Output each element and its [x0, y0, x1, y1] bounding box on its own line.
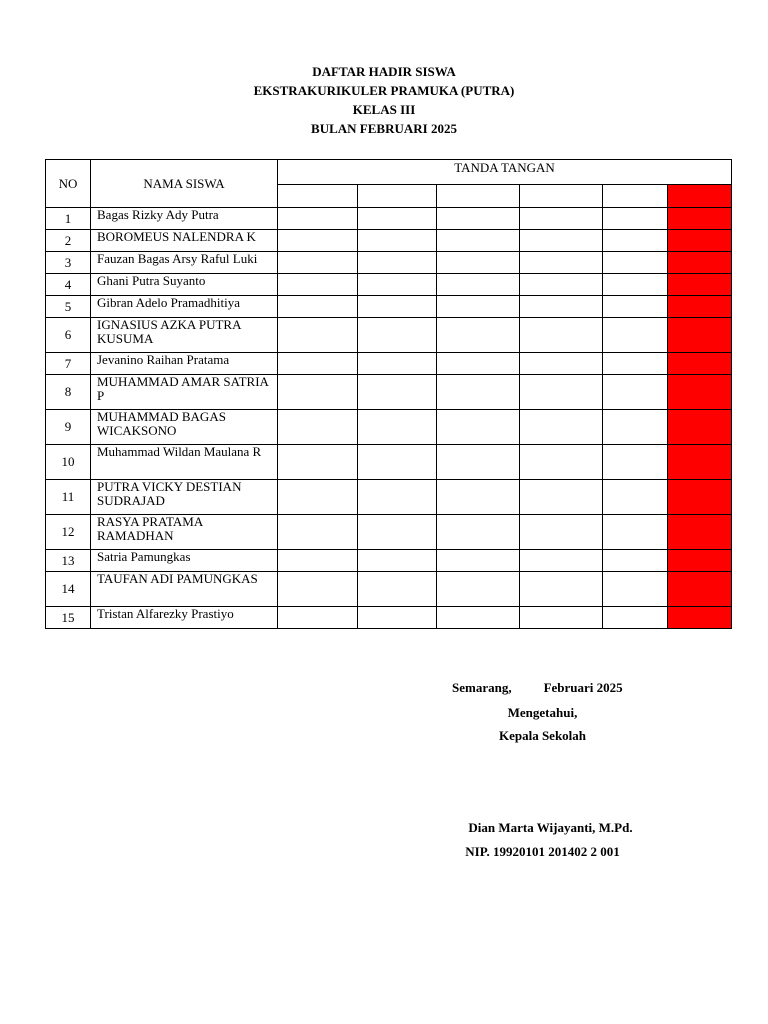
place: Semarang, [452, 680, 512, 695]
signature-cell [358, 375, 437, 410]
student-name: BOROMEUS NALENDRA K [91, 230, 278, 252]
signature-cell [603, 208, 668, 230]
table-row [46, 318, 732, 353]
table-row [46, 296, 732, 318]
table-row [46, 353, 732, 375]
signature-cell [437, 252, 520, 274]
signature-cell [358, 550, 437, 572]
signature-cell [278, 318, 358, 353]
signature-cell [278, 410, 358, 445]
signature-cell [520, 252, 603, 274]
signature-cell [437, 410, 520, 445]
row-number: 11 [46, 480, 91, 515]
signature-cell [278, 252, 358, 274]
signature-cell [358, 607, 437, 629]
student-name: Jevanino Raihan Pratama [91, 353, 278, 375]
row-number: 6 [46, 318, 91, 353]
signature-cell [520, 410, 603, 445]
row-number: 1 [46, 208, 91, 230]
signature-cell [603, 410, 668, 445]
table-row [46, 230, 732, 252]
signature-cell [358, 410, 437, 445]
row-number: 14 [46, 572, 91, 607]
signature-subheader-cell [278, 185, 358, 208]
row-number: 3 [46, 252, 91, 274]
table-row [46, 572, 732, 607]
signature-cell [520, 230, 603, 252]
signature-cell [437, 445, 520, 480]
table-row [46, 274, 732, 296]
signature-cell [437, 353, 520, 375]
table-row [46, 515, 732, 550]
signature-cell [603, 375, 668, 410]
highlighted-subheader-cell [668, 185, 732, 208]
row-number: 2 [46, 230, 91, 252]
signature-cell [603, 252, 668, 274]
highlighted-cell [668, 252, 732, 274]
highlighted-cell [668, 480, 732, 515]
signature-cell [278, 296, 358, 318]
signature-cell [278, 230, 358, 252]
signature-cell [603, 550, 668, 572]
signature-cell [437, 480, 520, 515]
highlighted-cell [668, 353, 732, 375]
signature-cell [603, 296, 668, 318]
highlighted-cell [668, 445, 732, 480]
month-year: Februari 2025 [543, 680, 623, 695]
table-row [46, 252, 732, 274]
signature-cell [520, 375, 603, 410]
signature-cell [278, 515, 358, 550]
signature-cell [603, 607, 668, 629]
signature-cell [278, 375, 358, 410]
signature-cell [278, 274, 358, 296]
row-number: 12 [46, 515, 91, 550]
title-line-2: EKSTRAKURIKULER PRAMUKA (PUTRA) [253, 83, 515, 98]
document-header [0, 62, 768, 138]
table-row [46, 607, 732, 629]
table-row [46, 550, 732, 572]
signature-cell [437, 318, 520, 353]
signature-cell [520, 515, 603, 550]
student-name: Muhammad Wildan Maulana R [91, 445, 278, 480]
signature-cell [520, 550, 603, 572]
signature-cell [520, 572, 603, 607]
student-name: TAUFAN ADI PAMUNGKAS [91, 572, 278, 607]
signature-cell [520, 318, 603, 353]
signature-cell [520, 208, 603, 230]
signature-cell [603, 445, 668, 480]
signature-cell [358, 230, 437, 252]
row-number: 8 [46, 375, 91, 410]
student-name: PUTRA VICKY DESTIAN SUDRAJAD [91, 480, 278, 515]
place-date [452, 680, 623, 696]
column-header-signature: TANDA TANGAN [278, 160, 732, 185]
signature-cell [437, 572, 520, 607]
signature-cell [358, 515, 437, 550]
student-name: MUHAMMAD BAGAS WICAKSONO [91, 410, 278, 445]
signature-cell [520, 353, 603, 375]
signature-subheader-cell [358, 185, 437, 208]
highlighted-cell [668, 208, 732, 230]
signature-cell [520, 607, 603, 629]
signature-cell [437, 607, 520, 629]
table-row [46, 208, 732, 230]
signature-cell [603, 353, 668, 375]
signature-cell [437, 274, 520, 296]
signature-cell [278, 445, 358, 480]
signature-cell [437, 550, 520, 572]
highlighted-cell [668, 296, 732, 318]
attendance-table [45, 159, 732, 629]
table-row [46, 445, 732, 480]
signer-nip: NIP. 19920101 201402 2 001 [465, 844, 620, 859]
column-header-no: NO [46, 160, 91, 208]
student-name: Satria Pamungkas [91, 550, 278, 572]
signature-cell [603, 515, 668, 550]
signature-cell [358, 572, 437, 607]
highlighted-cell [668, 572, 732, 607]
highlighted-cell [668, 375, 732, 410]
row-number: 4 [46, 274, 91, 296]
row-number: 10 [46, 445, 91, 480]
signature-cell [520, 480, 603, 515]
title-line-4: BULAN FEBRUARI 2025 [311, 121, 457, 136]
row-number: 9 [46, 410, 91, 445]
row-number: 7 [46, 353, 91, 375]
signature-cell [358, 318, 437, 353]
signature-subheader-cell [437, 185, 520, 208]
signature-cell [437, 296, 520, 318]
signature-cell [603, 572, 668, 607]
signer-name: Dian Marta Wijayanti, M.Pd. [468, 820, 633, 835]
acknowledged-label: Mengetahui, [507, 705, 578, 720]
title-line-1: DAFTAR HADIR SISWA [312, 64, 456, 79]
highlighted-cell [668, 550, 732, 572]
student-name: Bagas Rizky Ady Putra [91, 208, 278, 230]
signature-cell [603, 318, 668, 353]
student-name: Fauzan Bagas Arsy Raful Luki [91, 252, 278, 274]
signature-cell [358, 296, 437, 318]
signature-subheader-cell [520, 185, 603, 208]
signature-cell [358, 445, 437, 480]
signature-subheader-cell [603, 185, 668, 208]
highlighted-cell [668, 318, 732, 353]
table-row [46, 480, 732, 515]
student-name: RASYA PRATAMA RAMADHAN [91, 515, 278, 550]
student-name: IGNASIUS AZKA PUTRA KUSUMA [91, 318, 278, 353]
title-line-3: KELAS III [352, 102, 416, 117]
signature-cell [603, 274, 668, 296]
signature-cell [358, 353, 437, 375]
row-number: 13 [46, 550, 91, 572]
signature-cell [278, 353, 358, 375]
signature-cell [358, 480, 437, 515]
row-number: 5 [46, 296, 91, 318]
row-number: 15 [46, 607, 91, 629]
student-name: Tristan Alfarezky Prastiyo [91, 607, 278, 629]
student-name: Ghani Putra Suyanto [91, 274, 278, 296]
signature-cell [437, 375, 520, 410]
highlighted-cell [668, 230, 732, 252]
student-name: Gibran Adelo Pramadhitiya [91, 296, 278, 318]
highlighted-cell [668, 410, 732, 445]
signature-cell [278, 572, 358, 607]
signature-cell [603, 230, 668, 252]
signature-cell [278, 550, 358, 572]
signature-cell [278, 480, 358, 515]
signature-cell [278, 607, 358, 629]
attendance-rows [46, 208, 732, 629]
signature-cell [278, 208, 358, 230]
signature-cell [437, 208, 520, 230]
signature-cell [437, 515, 520, 550]
student-name: MUHAMMAD AMAR SATRIA P [91, 375, 278, 410]
highlighted-cell [668, 607, 732, 629]
signature-cell [358, 208, 437, 230]
column-header-name: NAMA SISWA [91, 160, 278, 208]
signature-cell [603, 480, 668, 515]
signature-cell [437, 230, 520, 252]
signature-cell [358, 274, 437, 296]
signature-cell [358, 252, 437, 274]
signature-cell [520, 274, 603, 296]
highlighted-cell [668, 515, 732, 550]
table-row [46, 410, 732, 445]
signature-cell [520, 296, 603, 318]
principal-title: Kepala Sekolah [498, 728, 587, 743]
highlighted-cell [668, 274, 732, 296]
table-row [46, 375, 732, 410]
signature-cell [520, 445, 603, 480]
